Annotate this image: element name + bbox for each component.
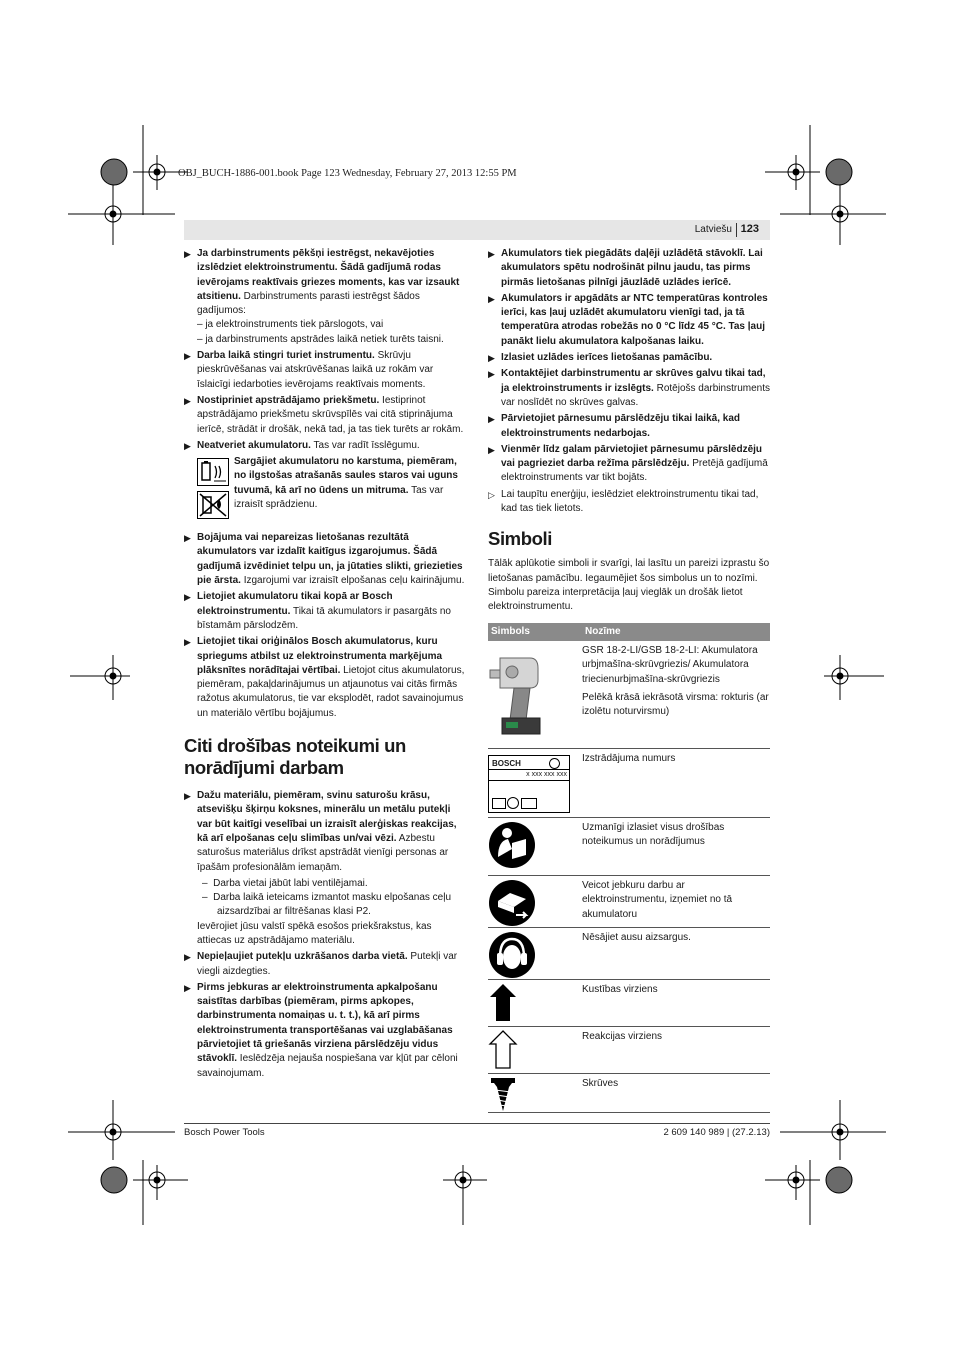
bullet-partial-charge: ▶ Akumulators tiek piegādāts daļēji uzlādētā stāvoklī. Lai akumulators spētu nodrošināt pilnu jaudu, tas pirms pirmās lietošanas pilnīgi jāuzlādē uzlādes ierīcē.: [488, 248, 763, 288]
dash-item: – Darba vietai jābūt labi ventilējamai.: [202, 877, 368, 889]
footer-left: Bosch Power Tools: [184, 1127, 265, 1138]
page-header: [184, 220, 770, 240]
right-column: [488, 247, 770, 615]
bullet-arrow-icon: ▶: [488, 414, 495, 425]
read-manual-icon: [488, 821, 536, 869]
nameplate-divider: [489, 780, 569, 781]
dash-item: – Darba laikā ieteicams izmantot masku elpošanas ceļu aizsardzībai ar filtrēšanas klasi P2.: [202, 892, 452, 918]
table-row: [488, 1027, 770, 1074]
dash-item: – ja elektroinstruments tiek pārslogots, vai: [197, 319, 384, 331]
bullet-secure: ▶ Nostipriniet apstrādājamo priekšmetu. Iestiprinot apstrādājamo priekšmetu skrūvspīlēs vai citā stiprinājuma ierīcē, strādāt ir drošāk, nekā tad, ja tas tiek turēts ar rokām.: [184, 394, 464, 435]
table-header: [488, 623, 770, 641]
bullet-gear-full: ▶ Vienmēr līdz galam pārvietojiet pārnesumu pārslēdzēju vai pagrieziet darba režīma pārslēdzēju. Pretējā gadījumā elektroinstruments var tikt bojāts.: [488, 443, 768, 484]
motion-arrow-icon: [488, 983, 518, 1023]
nameplate-icon: [488, 755, 570, 813]
battery-water-icon: [197, 491, 229, 519]
bullet-contact-screw: ▶ Kontaktējiet darbinstrumentu ar skrūves galvu tikai tad, ja elektroinstruments ir izslēgts. Rotējošs darbinstruments var noslīdēt no skrūves galvas.: [488, 368, 770, 408]
nameplate-brand: BOSCH: [492, 759, 521, 768]
table-row: [488, 749, 770, 818]
symbol-meaning: Uzmanīgi izlasiet visus drošības noteikumus un norādījumus: [582, 822, 725, 848]
bullet-arrow-icon: ▶: [184, 440, 191, 451]
bullet-dust: ▶ Dažu materiālu, piemēram, svinu saturošu krāsu, atsevišķu šķirņu koksnes, minerālu un metālu putekļi var būt kaitīgi veselībai un izraisīt alerģiskas reakcijas, kā arī elpošanas ceļu slimības un/vai vēzi. Azbestu saturošus materiālus drīkst apstrādāt vienīgi personas ar īpašām profesionālām iemaņām.: [184, 790, 457, 873]
drill-icon: [488, 644, 548, 736]
table-row: [488, 876, 770, 928]
bullet-arrow-icon: ▶: [184, 592, 191, 603]
footer-rule: [184, 1123, 770, 1124]
bullet-arrow-icon: ▶: [184, 952, 191, 963]
battery-heat-warning: [184, 455, 465, 529]
bullet-arrow-icon: ▶: [184, 351, 191, 362]
bullet-bosch-only: ▶ Lietojiet akumulatoru tikai kopā ar Bosch elektroinstrumentu. Tikai tā akumulators ir pasargāts no bīstamām pārslodzēm.: [184, 591, 451, 631]
symbol-meaning-secondary: Pelēkā krāsā iekrāsotā virsma: rokturis (ar izolētu noturvirsmu): [582, 691, 769, 718]
bullet-arrow-icon: ▶: [184, 395, 191, 406]
section-heading-other-safety: Citi drošības noteikumi un norādījumi darbam: [184, 735, 406, 779]
symbol-meaning: Reakcijas virziens: [582, 1031, 663, 1042]
reaction-arrow-icon: [488, 1030, 518, 1070]
section-heading-symbols: Simboli: [488, 528, 553, 550]
bullet-arrow-icon: ▶: [184, 533, 191, 544]
bullet-dust-accumulation: ▶ Nepieļaujiet putekļu uzkrāšanos darba vietā. Putekļi var viegli aizdegties.: [184, 951, 458, 977]
nameplate-circle-icon: [507, 797, 519, 809]
table-row: [488, 1074, 770, 1113]
symbol-meaning: Nēsājiet ausu aizsargus.: [582, 932, 691, 943]
bosch-logo-icon: [549, 758, 560, 769]
bullet-arrow-icon: ▶: [184, 982, 191, 993]
bullet-open-battery: ▶ Neatveriet akumulatoru. Tas var radīt īsslēgumu.: [184, 439, 465, 453]
bullet-arrow-icon: ▶: [184, 791, 191, 802]
bullet-fumes: ▶ Bojājuma vai nepareizas lietošanas rezultātā akumulators var izdalīt kaitīgus izgarojumus. Šādā gadījumā izvēdiniet telpu un, ja jūtaties slikti, griezieties pie ārsta. Izgarojumi var izraisīt elpošanas ceļu kairinājumu.: [184, 532, 465, 587]
bullet-read-charger: ▶ Izlasiet uzlādes ierīces lietošanas pamācību.: [488, 351, 770, 365]
bullet-arrow-icon: ▶: [488, 353, 495, 364]
bullet-original-battery: ▶ Lietojiet tikai oriģinālos Bosch akumulatorus, kuru spriegums atbilst uz elektroinstrumenta marķējuma plāksnītes norādītajai vērtībai. Lietojot citus akumulatorus, piemēram, pakaļdarinājumus un atjaunotus vai citās firmās ražotus akumulatorus, tie var eksplodēt, radot savainojumus un materiālo vērtību bojājumus.: [184, 636, 465, 719]
table-row: [488, 928, 770, 980]
symbol-meaning: Veicot jebkuru darbu ar elektroinstrumentu, izņemiet no tā akumulatoru: [582, 880, 733, 920]
bullet-jam: ▶ Ja darbinstruments pēkšņi iestrēgst, nekavējoties izslēdziet elektroinstrumentu. Šādā gadījumā rodas ievērojams reaktīvais griezes moments, kas var izsaukt atsitienu. Darbinstruments parasti iestrēgst šādos gadījumos:: [184, 248, 460, 317]
symbol-meaning: Kustības virziens: [582, 984, 658, 995]
nameplate-box-icon: [492, 798, 506, 809]
symbol-meaning: Izstrādājuma numurs: [582, 753, 676, 764]
symbol-meaning: GSR 18-2-LI/GSB 18-2-LI: Akumulatora urbjmašīna-skrūvgriezis/ Akumulatora triecienurbjmašīna-skrūvgriezis: [582, 645, 758, 685]
column-header-meaning: Nozīme: [585, 626, 621, 637]
nameplate-number: x xxx xxx xxx: [526, 771, 567, 778]
table-row: [488, 980, 770, 1027]
bullet-hold: ▶ Darba laikā stingri turiet instrumentu. Skrūvju pieskrūvēšanas vai atskrūvēšanas laikā uz rokām var īslaicīgi iedarboties ievērojams reaktīvais moments.: [184, 350, 434, 390]
bullet-arrow-icon: ▶: [184, 249, 191, 259]
table-row: [488, 641, 770, 749]
dust-regulations: Ievērojiet jūsu valstī spēkā esošos priekšrakstus, kas attiecas uz apstrādājamo materiālu.: [197, 920, 432, 946]
bullet-arrow-icon: ▶: [488, 369, 495, 380]
symbols-intro: Tālāk aplūkotie simboli ir svarīgi, lai lasītu un pareizi izprastu šo lietošanas pamācību. Iegaumējiet šos simbolus un to nozīmi. Simbolu pareiza interpretācija ļauj vieglāk un drošāk lietot elektroinstrumentu.: [488, 558, 770, 613]
bullet-gear-switch: ▶ Pārvietojiet pārnesumu pārslēdzēju tikai laikā, kad elektroinstruments nedarbojas.: [488, 413, 740, 439]
bullet-arrow-icon: ▶: [488, 293, 495, 304]
remove-battery-icon: [488, 879, 536, 927]
bullet-arrow-icon: ▶: [184, 637, 191, 648]
dash-item: – ja darbinstruments apstrādes laikā netiek turēts taisni.: [197, 333, 444, 345]
bullet-energy: ▷ Lai taupītu enerģiju, ieslēdziet elektroinstrumentu tikai tad, kad tas tiek lietots.: [488, 488, 759, 515]
nameplate-divider: [489, 769, 569, 770]
header-language: Latviešu: [694, 224, 732, 235]
table-row: [488, 818, 770, 876]
symbols-table: [488, 623, 770, 1113]
column-header-symbol: Simbols: [491, 626, 530, 637]
battery-heat-icon: [197, 458, 229, 486]
page-number: 123: [740, 223, 759, 235]
bullet-ntc: ▶ Akumulators ir apgādāts ar NTC temperatūras kontroles ierīci, kas ļauj uzlādēt akumulatoru vienīgi tad, ja tā temperatūra atrodas robežās no 0 °C līdz 45 °C. Tas ļauj panākt lielu akumulatora kalpošanas laiku.: [488, 292, 768, 347]
symbol-meaning: Skrūves: [582, 1078, 619, 1089]
ear-protection-icon: [488, 931, 536, 979]
battery-heat-text: Sargājiet akumulatoru no karstuma, piemēram, no ilgstošas atrašanās saules staros vai uguns tuvumā, kā arī no ūdens un mitruma. Tas var izraisīt sprādzienu.: [234, 456, 458, 511]
left-column: [184, 247, 465, 1083]
bullet-arrow-icon: ▷: [488, 489, 495, 500]
bullet-arrow-icon: ▶: [488, 444, 495, 455]
screw-icon: [488, 1077, 518, 1113]
bullet-arrow-icon: ▶: [488, 249, 495, 259]
nameplate-box-icon: [521, 798, 537, 809]
book-line: OBJ_BUCH-1886-001.book Page 123 Wednesday, February 27, 2013 12:55 PM: [178, 168, 517, 179]
footer-right: 2 609 140 989 | (27.2.13): [663, 1127, 770, 1138]
header-separator: [736, 223, 737, 237]
bullet-direction-switch: ▶ Pirms jebkuras ar elektroinstrumenta apkalpošanu saistītas darbības (piemēram, pirms apkopes, darbinstrumenta nomaiņas u. t. t.), kā arī pirms elektroinstrumenta transportēšanas vai uzglabāšanas pārvietojiet tā griešanās virziena pārslēdzēju vidus stāvoklī. Ieslēdzēja nejauša nospiešana var kļūt par cēloni savainojumam.: [184, 981, 458, 1079]
